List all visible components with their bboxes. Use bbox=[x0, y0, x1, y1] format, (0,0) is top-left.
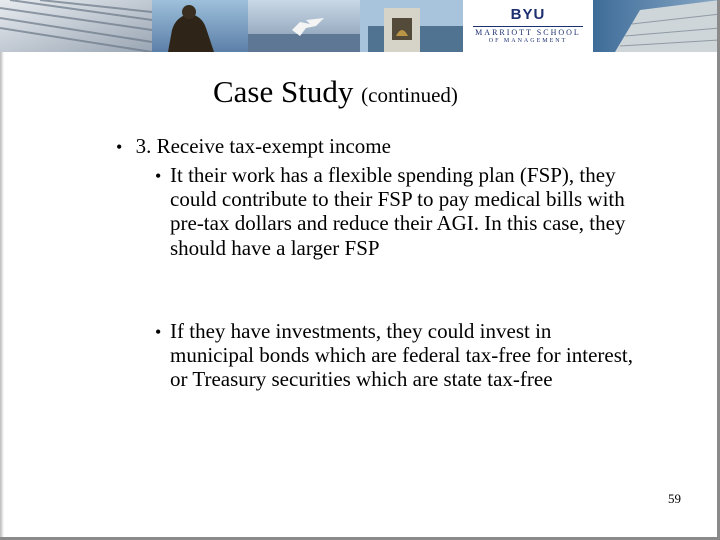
banner-collage-image bbox=[0, 0, 720, 52]
sub-bullet-marker-2: • bbox=[155, 322, 162, 342]
bullet-marker: • bbox=[116, 137, 123, 157]
slide-title bbox=[213, 74, 458, 113]
page-number: 59 bbox=[668, 491, 681, 506]
sub-bullet-text-2: If they have investments, they could invest in municipal bonds which are federal tax-free for interest, or Treasury securities which are state tax-free bbox=[170, 319, 633, 392]
title-main: Case Study bbox=[213, 74, 354, 109]
logo-divider bbox=[473, 26, 583, 27]
byu-logo bbox=[463, 2, 593, 50]
left-edge-shadow bbox=[0, 52, 4, 540]
main-bullet-text: 3. Receive tax-exempt income bbox=[135, 134, 391, 158]
sub-bullet-marker-1: • bbox=[155, 166, 162, 186]
logo-main-text: BYU bbox=[510, 6, 546, 23]
logo-sub-text-1: MARRIOTT SCHOOL bbox=[475, 28, 581, 37]
title-subtitle: (continued) bbox=[361, 83, 458, 107]
main-bullet bbox=[116, 134, 391, 159]
logo-sub-text-2: OF MANAGEMENT bbox=[488, 38, 568, 44]
header-banner bbox=[0, 0, 720, 52]
sub-bullet-text-1: It their work has a flexible spending plan (FSP), they could contribute to their FSP to pay medical bills with pre-tax dollars and reduce their AGI. In this case, they should have a larger FSP bbox=[170, 163, 626, 260]
